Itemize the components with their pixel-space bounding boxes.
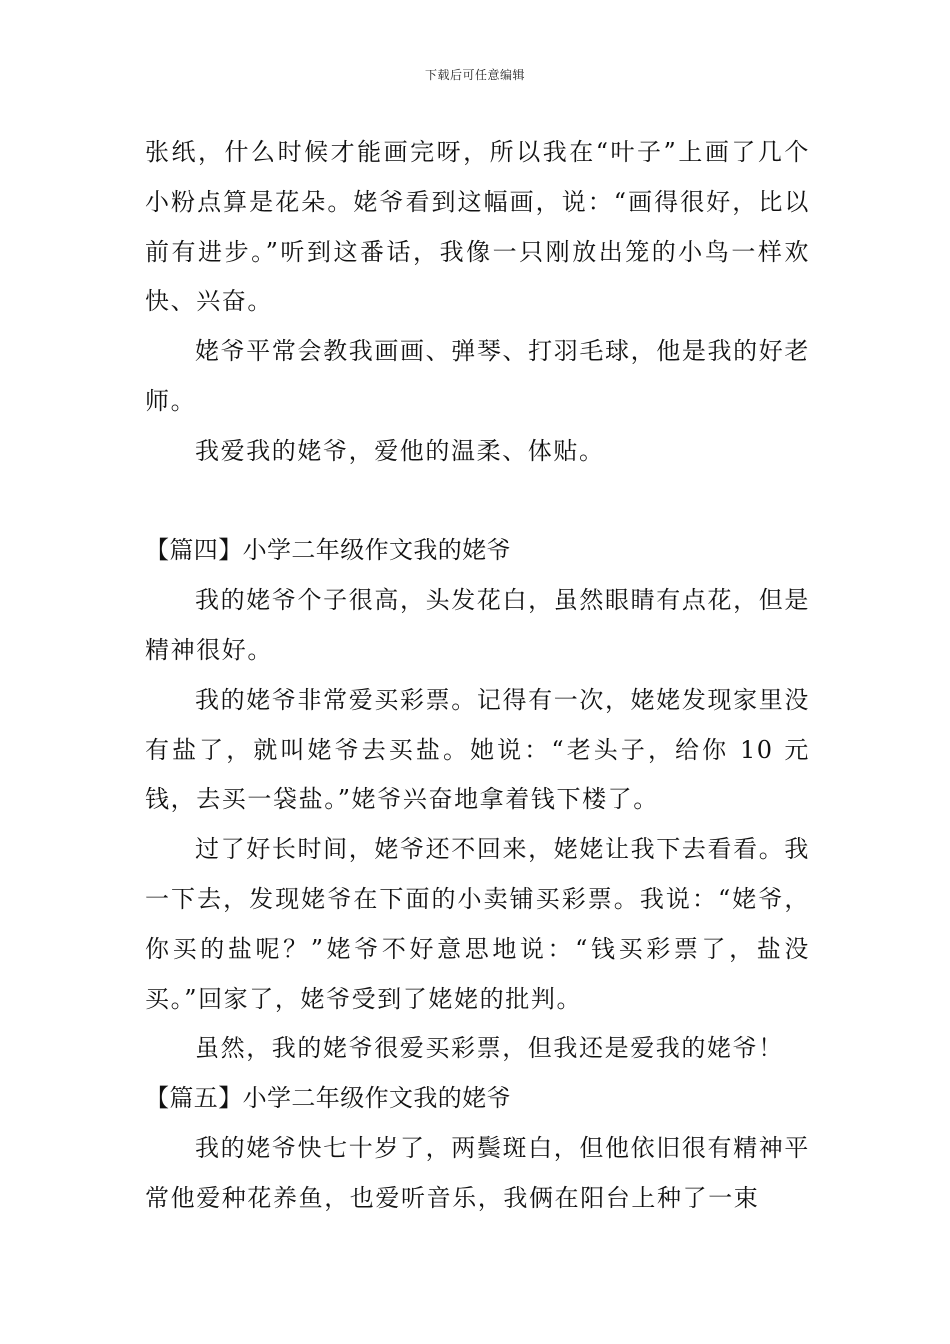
paragraph: 虽然，我的姥爷很爱买彩票，但我还是爱我的姥爷！ <box>195 1034 784 1063</box>
paragraph: 姥爷平常会教我画画、弹琴、打羽毛球，他是我的好老师。 <box>145 337 810 415</box>
paragraph: 我的姥爷个子很高，头发花白，虽然眼睛有点花，但是精神很好。 <box>145 586 810 664</box>
section-heading: 【篇五】小学二年级作文我的姥爷 <box>145 1084 511 1113</box>
section-heading: 【篇四】小学二年级作文我的姥爷 <box>145 536 511 565</box>
page-header: 下载后可任意编辑 <box>424 68 525 82</box>
paragraph: 我的姥爷非常爱买彩票。记得有一次，姥姥发现家里没有盐了，就叫姥爷去买盐。她说：“老头子，给你 10 元钱，去买一袋盐。”姥爷兴奋地拿着钱下楼了。 <box>145 685 810 814</box>
document-body <box>145 128 810 1224</box>
paragraph: 我爱我的姥爷，爱他的温柔、体贴。 <box>195 436 605 465</box>
paragraph: 张纸，什么时候才能画完呀，所以我在“叶子”上画了几个小粉点算是花朵。姥爷看到这幅画，说：“画得很好，比以前有进步。”听到这番话，我像一只刚放出笼的小鸟一样欢快、兴奋。 <box>145 138 810 316</box>
blank-line <box>145 477 810 527</box>
paragraph: 过了好长时间，姥爷还不回来，姥姥让我下去看看。我一下去，发现姥爷在下面的小卖铺买彩票。我说：“姥爷，你买的盐呢？”姥爷不好意思地说：“钱买彩票了，盐没买。”回家了，姥爷受到了姥姥的批判。 <box>145 835 810 1013</box>
paragraph: 我的姥爷快七十岁了，两鬓斑白，但他依旧很有精神平常他爱种花养鱼，也爱听音乐，我俩在阳台上种了一束 <box>145 1133 810 1212</box>
